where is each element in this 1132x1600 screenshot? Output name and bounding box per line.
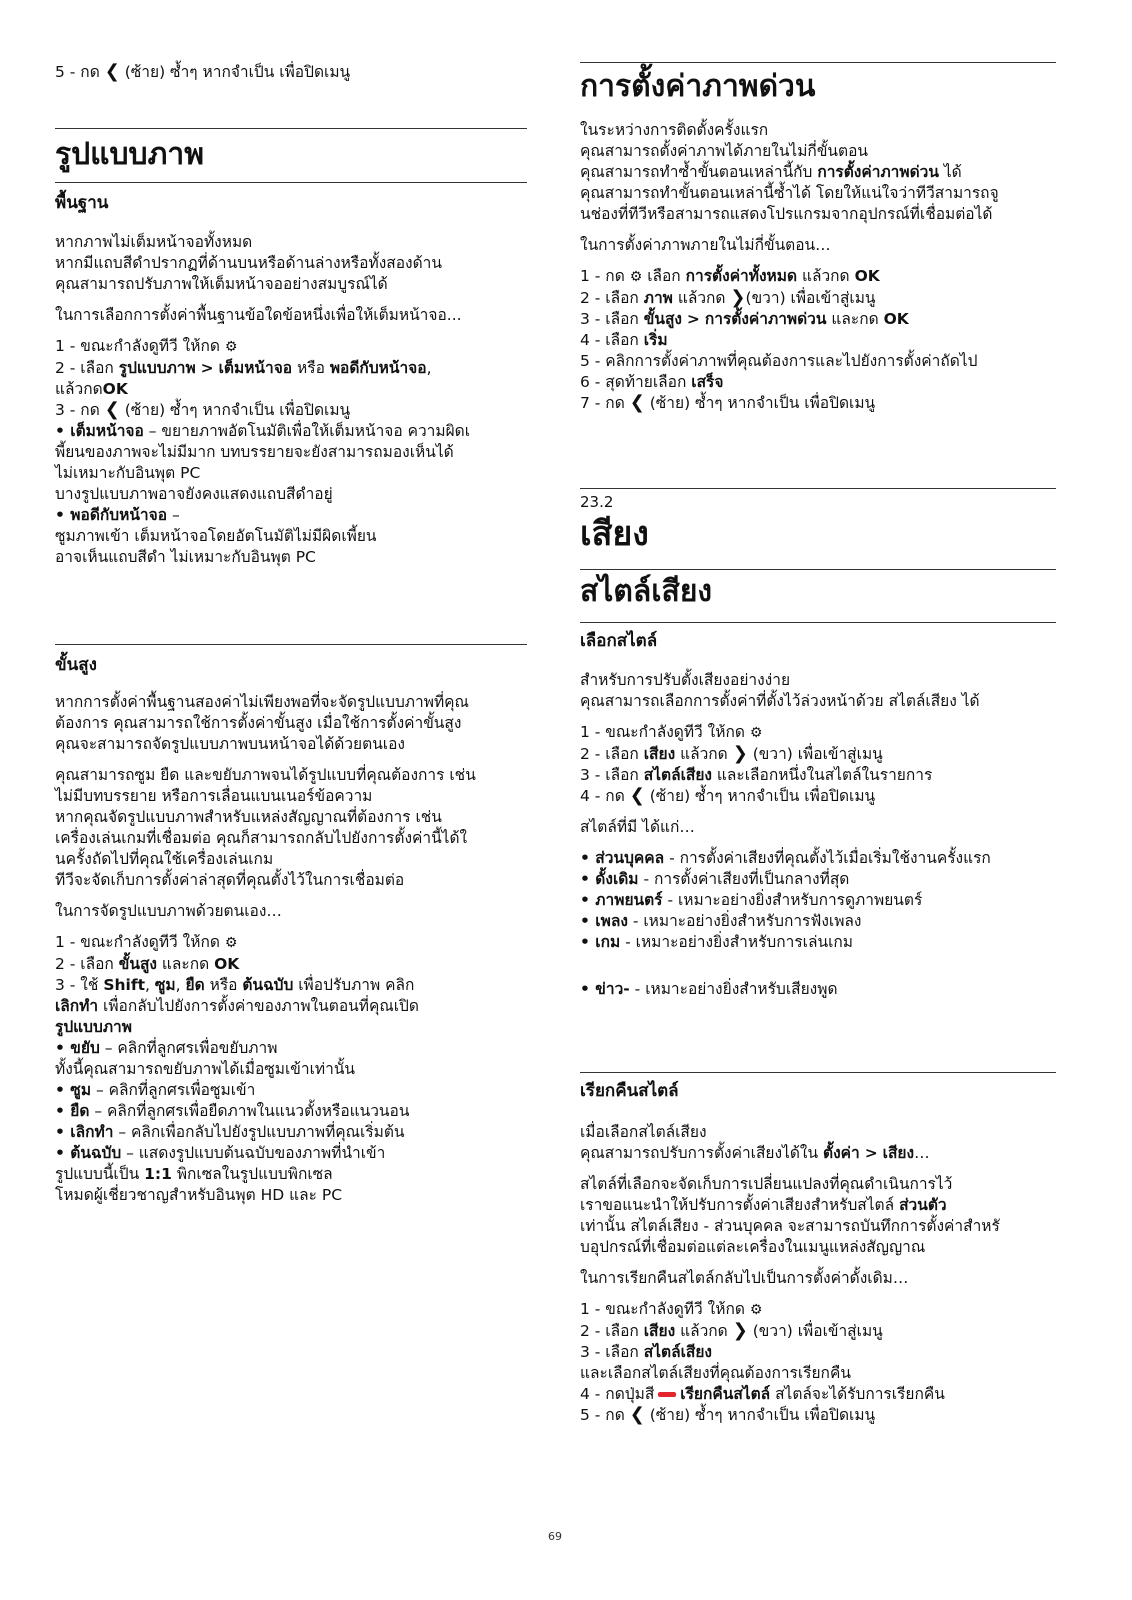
chapter-title-sound: เสียง (580, 514, 649, 554)
chevron-right-icon: ❯ (732, 1320, 748, 1341)
divider (580, 62, 1056, 63)
chevron-right-icon: ❯ (730, 287, 746, 308)
divider (55, 182, 527, 183)
divider (55, 644, 527, 645)
section-title-picture-format: รูปแบบภาพ (55, 137, 204, 172)
chevron-left-icon: ❮ (629, 785, 645, 806)
gear-icon: ⚙ (749, 725, 763, 741)
chevron-left-icon: ❮ (629, 392, 645, 413)
divider (55, 128, 527, 129)
gear-icon: ⚙ (224, 339, 238, 355)
subheading-basic: พื้นฐาน (55, 193, 109, 213)
section-title-quick-picture: การตั้งค่าภาพด่วน (580, 69, 816, 104)
left-top-step: 5 - กด ❮ (ซ้าย) ซ้ำๆ หากจำเป็น เพื่อปิดเมนู (55, 61, 351, 82)
list-item: • ข่าว- - เหมาะอย่างยิ่งสำหรับเสียงพูด (580, 980, 838, 998)
chevron-left-icon: ❮ (104, 399, 120, 420)
subheading-restore-style: เรียกคืนสไตล์ (580, 1081, 679, 1101)
divider (580, 622, 1056, 623)
red-key-icon (658, 1392, 676, 1397)
section-number: 23.2 (580, 493, 614, 511)
quick-content: ในระหว่างการติดตั้งครั้งแรก คุณสามารถตั้งค่าภาพได้ภายในไม่กี่ขั้นตอน คุณสามารถทำซ้ำขั้นตอนเหล่านี้กับ การตั้งค่าภาพด่วน ได้ คุณสามารถทำขั้นตอนเหล่านี้ซ้ำได้ โดยให้แน่ใจว่าทีวีสามารถจู นช่องที่ทีวีหรือสามารถแสดงโปรแกรมจากอุปกรณ์ที่เชื่อมต่อได้ ในการตั้งค่าภาพภายในไม่กี่ขั้นตอน… 1 - กด ⚙ เลือก การตั้งค่าทั้งหมด แล้วกด OK 2 - เลือก ภาพ แล้วกด ❯(ขวา) เพื่อเข้าสู่เมนู 3 - เลือก ขั้นสูง > การตั้งค่าภาพด่วน และกด OK 4 - เลือก เริ่ม 5 - คลิกการตั้งค่าภาพที่คุณต้องการและไปยังการตั้งค่าถัดไป 6 - สุดท้ายเลือก เสร็จ 7 - กด ❮ (ซ้าย) ซ้ำๆ หากจำเป็น เพื่อปิดเมนู (580, 121, 999, 413)
subheading-advanced: ขั้นสูง (55, 655, 97, 675)
list-item: • เพลง - เหมาะอย่างยิ่งสำหรับการฟังเพลง (580, 912, 862, 930)
restore-style-content: เมื่อเลือกสไตล์เสียง คุณสามารถปรับการตั้งค่าเสียงได้ใน ตั้งค่า > เสียง… สไตล์ที่เลือกจะจัดเก็บการเปลี่ยนแปลงที่คุณดำเนินการไว้ เราขอแนะนำให้ปรับการตั้งค่าเสียงสำหรับสไตล์ ส่วนตัว เท่านั้น สไตล์เสียง - ส่วนบุคคล จะสามารถบันทึกการตั้งค่าสำหรั บอุปกรณ์ที่เชื่อมต่อแต่ละเครื่องในเมนูแหล่งสัญญาณ ในการเรียกคืนสไตล์กลับไปเป็นการตั้งค่าดั้งเดิม… 1 - ขณะกำลังดูทีวี ให้กด ⚙ 2 - เลือก เสียง แล้วกด ❯ (ขวา) เพื่อเข้าสู่เมนู 3 - เลือก สไตล์เสียง และเลือกสไตล์เสียงที่คุณต้องการเรียกคืน 4 - กดปุ่มสี เรียกคืนสไตล์ สไตล์จะได้รับการเรียกคืน 5 - กด ❮ (ซ้าย) ซ้ำๆ หากจำเป็น เพื่อปิดเมนู (580, 1123, 1000, 1425)
gear-icon: ⚙ (224, 935, 238, 951)
chevron-right-icon: ❯ (732, 743, 748, 764)
divider (580, 1072, 1056, 1073)
chevron-left-icon: ❮ (104, 61, 120, 82)
list-item: • ดั้งเดิม - การตั้งค่าเสียงที่เป็นกลางที่สุด (580, 870, 850, 888)
list-item: • ส่วนบุคคล - การตั้งค่าเสียงที่คุณตั้งไว้เมื่อเริ่มใช้งานครั้งแรก (580, 849, 991, 867)
subheading-select-style: เลือกสไตล์ (580, 631, 658, 651)
chevron-left-icon: ❮ (629, 1404, 645, 1425)
divider (580, 488, 1056, 489)
page-number: 69 (548, 1530, 562, 1543)
list-item: • ภาพยนตร์ - เหมาะอย่างยิ่งสำหรับการดูภาพยนตร์ (580, 891, 923, 909)
select-style-content: สำหรับการปรับตั้งเสียงอย่างง่าย คุณสามารถเลือกการตั้งค่าที่ตั้งไว้ล่วงหน้าด้วย สไตล์เสียง ได้ 1 - ขณะกำลังดูทีวี ให้กด ⚙ 2 - เลือก เสียง แล้วกด ❯ (ขวา) เพื่อเข้าสู่เมนู 3 - เลือก สไตล์เสียง และเลือกหนึ่งในสไตล์ในรายการ 4 - กด ❮ (ซ้าย) ซ้ำๆ หากจำเป็น เพื่อปิดเมนู สไตล์ที่มี ได้แก่… • ส่วนบุคคล - การตั้งค่าเสียงที่คุณตั้งไว้เมื่อเริ่มใช้งานครั้งแรก • ดั้งเดิม - การตั้งค่าเสียงที่เป็นกลางที่สุด • ภาพยนตร์ - เหมาะอย่างยิ่งสำหรับการดูภาพยนตร์ • เพลง - เหมาะอย่างยิ่งสำหรับการฟังเพลง • เกม - เหมาะอย่างยิ่งสำหรับการเล่นเกม • ข่าว- - เหมาะอย่างยิ่งสำหรับเสียงพูด (580, 670, 1080, 1000)
divider (580, 569, 1056, 570)
section-title-sound-style: สไตล์เสียง (580, 574, 713, 609)
gear-icon: ⚙ (749, 1302, 763, 1318)
gear-icon: ⚙ (629, 269, 643, 285)
advanced-content: หากการตั้งค่าพื้นฐานสองค่าไม่เพียงพอที่จะจัดรูปแบบภาพที่คุณ ต้องการ คุณสามารถใช้การตั้งค่าขั้นสูง เมื่อใช้การตั้งค่าขั้นสูง คุณจะสามารถจัดรูปแบบภาพบนหน้าจอได้ด้วยตนเอง คุณสามารถซูม ยืด และขยับภาพจนได้รูปแบบที่คุณต้องการ เช่น ไม่มีบทบรรยาย หรือการเลื่อนแบนเนอร์ข้อความ หากคุณจัดรูปแบบภาพสำหรับแหล่งสัญญาณที่ต้องการ เช่น เครื่องเล่นเกมที่เชื่อมต่อ คุณก็สามารถกลับไปยังการตั้งค่านี้ได้ใ นครั้งถัดไปที่คุณใช้เครื่องเล่นเกม ทีวีจะจัดเก็บการตั้งค่าล่าสุดที่คุณตั้งไว้ในการเชื่อมต่อ ในการจัดรูปแบบภาพด้วยตนเอง… 1 - ขณะกำลังดูทีวี ให้กด ⚙ 2 - เลือก ขั้นสูง และกด OK 3 - ใช้ Shift, ซูม, ยืด หรือ ต้นฉบับ เพื่อปรับภาพ คลิก เลิกทำ เพื่อกลับไปยังการตั้งค่าของภาพในตอนที่คุณเปิด รูปแบบภาพ • ขยับ – คลิกที่ลูกศรเพื่อขยับภาพ ทั้งนี้คุณสามารถขยับภาพได้เมื่อซูมเข้าเท่านั้น • ซูม – คลิกที่ลูกศรเพื่อซูมเข้า • ยืด – คลิกที่ลูกศรเพื่อยืดภาพในแนวตั้งหรือแนวนอน • เลิกทำ – คลิกเพื่อกลับไปยังรูปแบบภาพที่คุณเริ่มต้น • ต้นฉบับ – แสดงรูปแบบต้นฉบับของภาพที่นำเข้า รูปแบบนี้เป็น 1:1 พิกเซลในรูปแบบพิกเซล โหมดผู้เชี่ยวชาญสำหรับอินพุต HD และ PC (55, 693, 476, 1204)
list-item: • เกม - เหมาะอย่างยิ่งสำหรับการเล่นเกม (580, 933, 853, 951)
basic-content: หากภาพไม่เต็มหน้าจอทั้งหมด หากมีแถบสีดำปรากฏที่ด้านบนหรือด้านล่างหรือทั้งสองด้าน คุณสามารถปรับภาพให้เต็มหน้าจออย่างสมบูรณ์ได้ ในการเลือกการตั้งค่าพื้นฐานข้อใดข้อหนึ่งเพื่อให้เต็มหน้าจอ... 1 - ขณะกำลังดูทีวี ให้กด ⚙ 2 - เลือก รูปแบบภาพ > เต็มหน้าจอ หรือ พอดีกับหน้าจอ, แล้วกดOK 3 - กด ❮ (ซ้าย) ซ้ำๆ หากจำเป็น เพื่อปิดเมนู • เต็มหน้าจอ – ขยายภาพอัตโนมัติเพื่อให้เต็มหน้าจอ ความผิดเ พี้ยนของภาพจะไม่มีมาก บทบรรยายจะยังสามารถมองเห็นได้ ไม่เหมาะกับอินพุต PC บางรูปแบบภาพอาจยังคงแสดงแถบสีดำอยู่ • พอดีกับหน้าจอ – ซูมภาพเข้า เต็มหน้าจอโดยอัตโนมัติไม่มีผิดเพี้ยน อาจเห็นแถบสีดำ ไม่เหมาะกับอินพุต PC (55, 233, 471, 566)
